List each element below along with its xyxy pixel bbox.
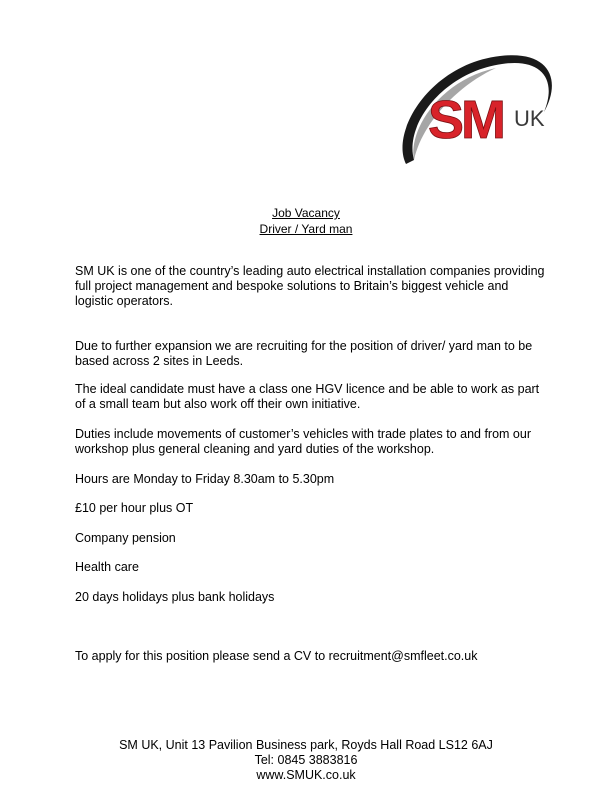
health-paragraph: Health care	[75, 560, 139, 574]
logo-uk-text: UK	[514, 106, 545, 131]
candidate-paragraph: The ideal candidate must have a class one HGV licence and be able to work as part of a small team but also work off their own initiative.	[75, 382, 540, 411]
sm-uk-logo-graphic	[400, 52, 558, 172]
pay-paragraph: £10 per hour plus OT	[75, 501, 194, 515]
company-logo	[400, 52, 558, 172]
holidays-paragraph: 20 days holidays plus bank holidays	[75, 590, 275, 604]
intro-paragraph: SM UK is one of the country’s leading auto electrical installation companies providing full project management and bespoke solutions to Britain’s biggest vehicle and logistic operators.	[75, 264, 545, 308]
job-title-heading: Driver / Yard man	[259, 222, 353, 236]
footer-telephone: Tel: 0845 3883816	[254, 753, 358, 767]
logo-sm-text: SM	[428, 90, 503, 150]
duties-paragraph: Duties include movements of customer’s vehicles with trade plates to and from our workshop plus general cleaning and yard duties of the workshop.	[75, 427, 531, 456]
expansion-paragraph: Due to further expansion we are recruiting for the position of driver/ yard man to be based across 2 sites in Leeds.	[75, 339, 533, 368]
pension-paragraph: Company pension	[75, 531, 176, 545]
apply-paragraph: To apply for this position please send a CV to recruitment@smfleet.co.uk	[75, 649, 478, 663]
hours-paragraph: Hours are Monday to Friday 8.30am to 5.30pm	[75, 472, 335, 486]
footer-website: www.SMUK.co.uk	[256, 768, 356, 782]
job-vacancy-heading: Job Vacancy	[272, 206, 340, 220]
footer-address: SM UK, Unit 13 Pavilion Business park, Royds Hall Road LS12 6AJ	[119, 738, 493, 752]
